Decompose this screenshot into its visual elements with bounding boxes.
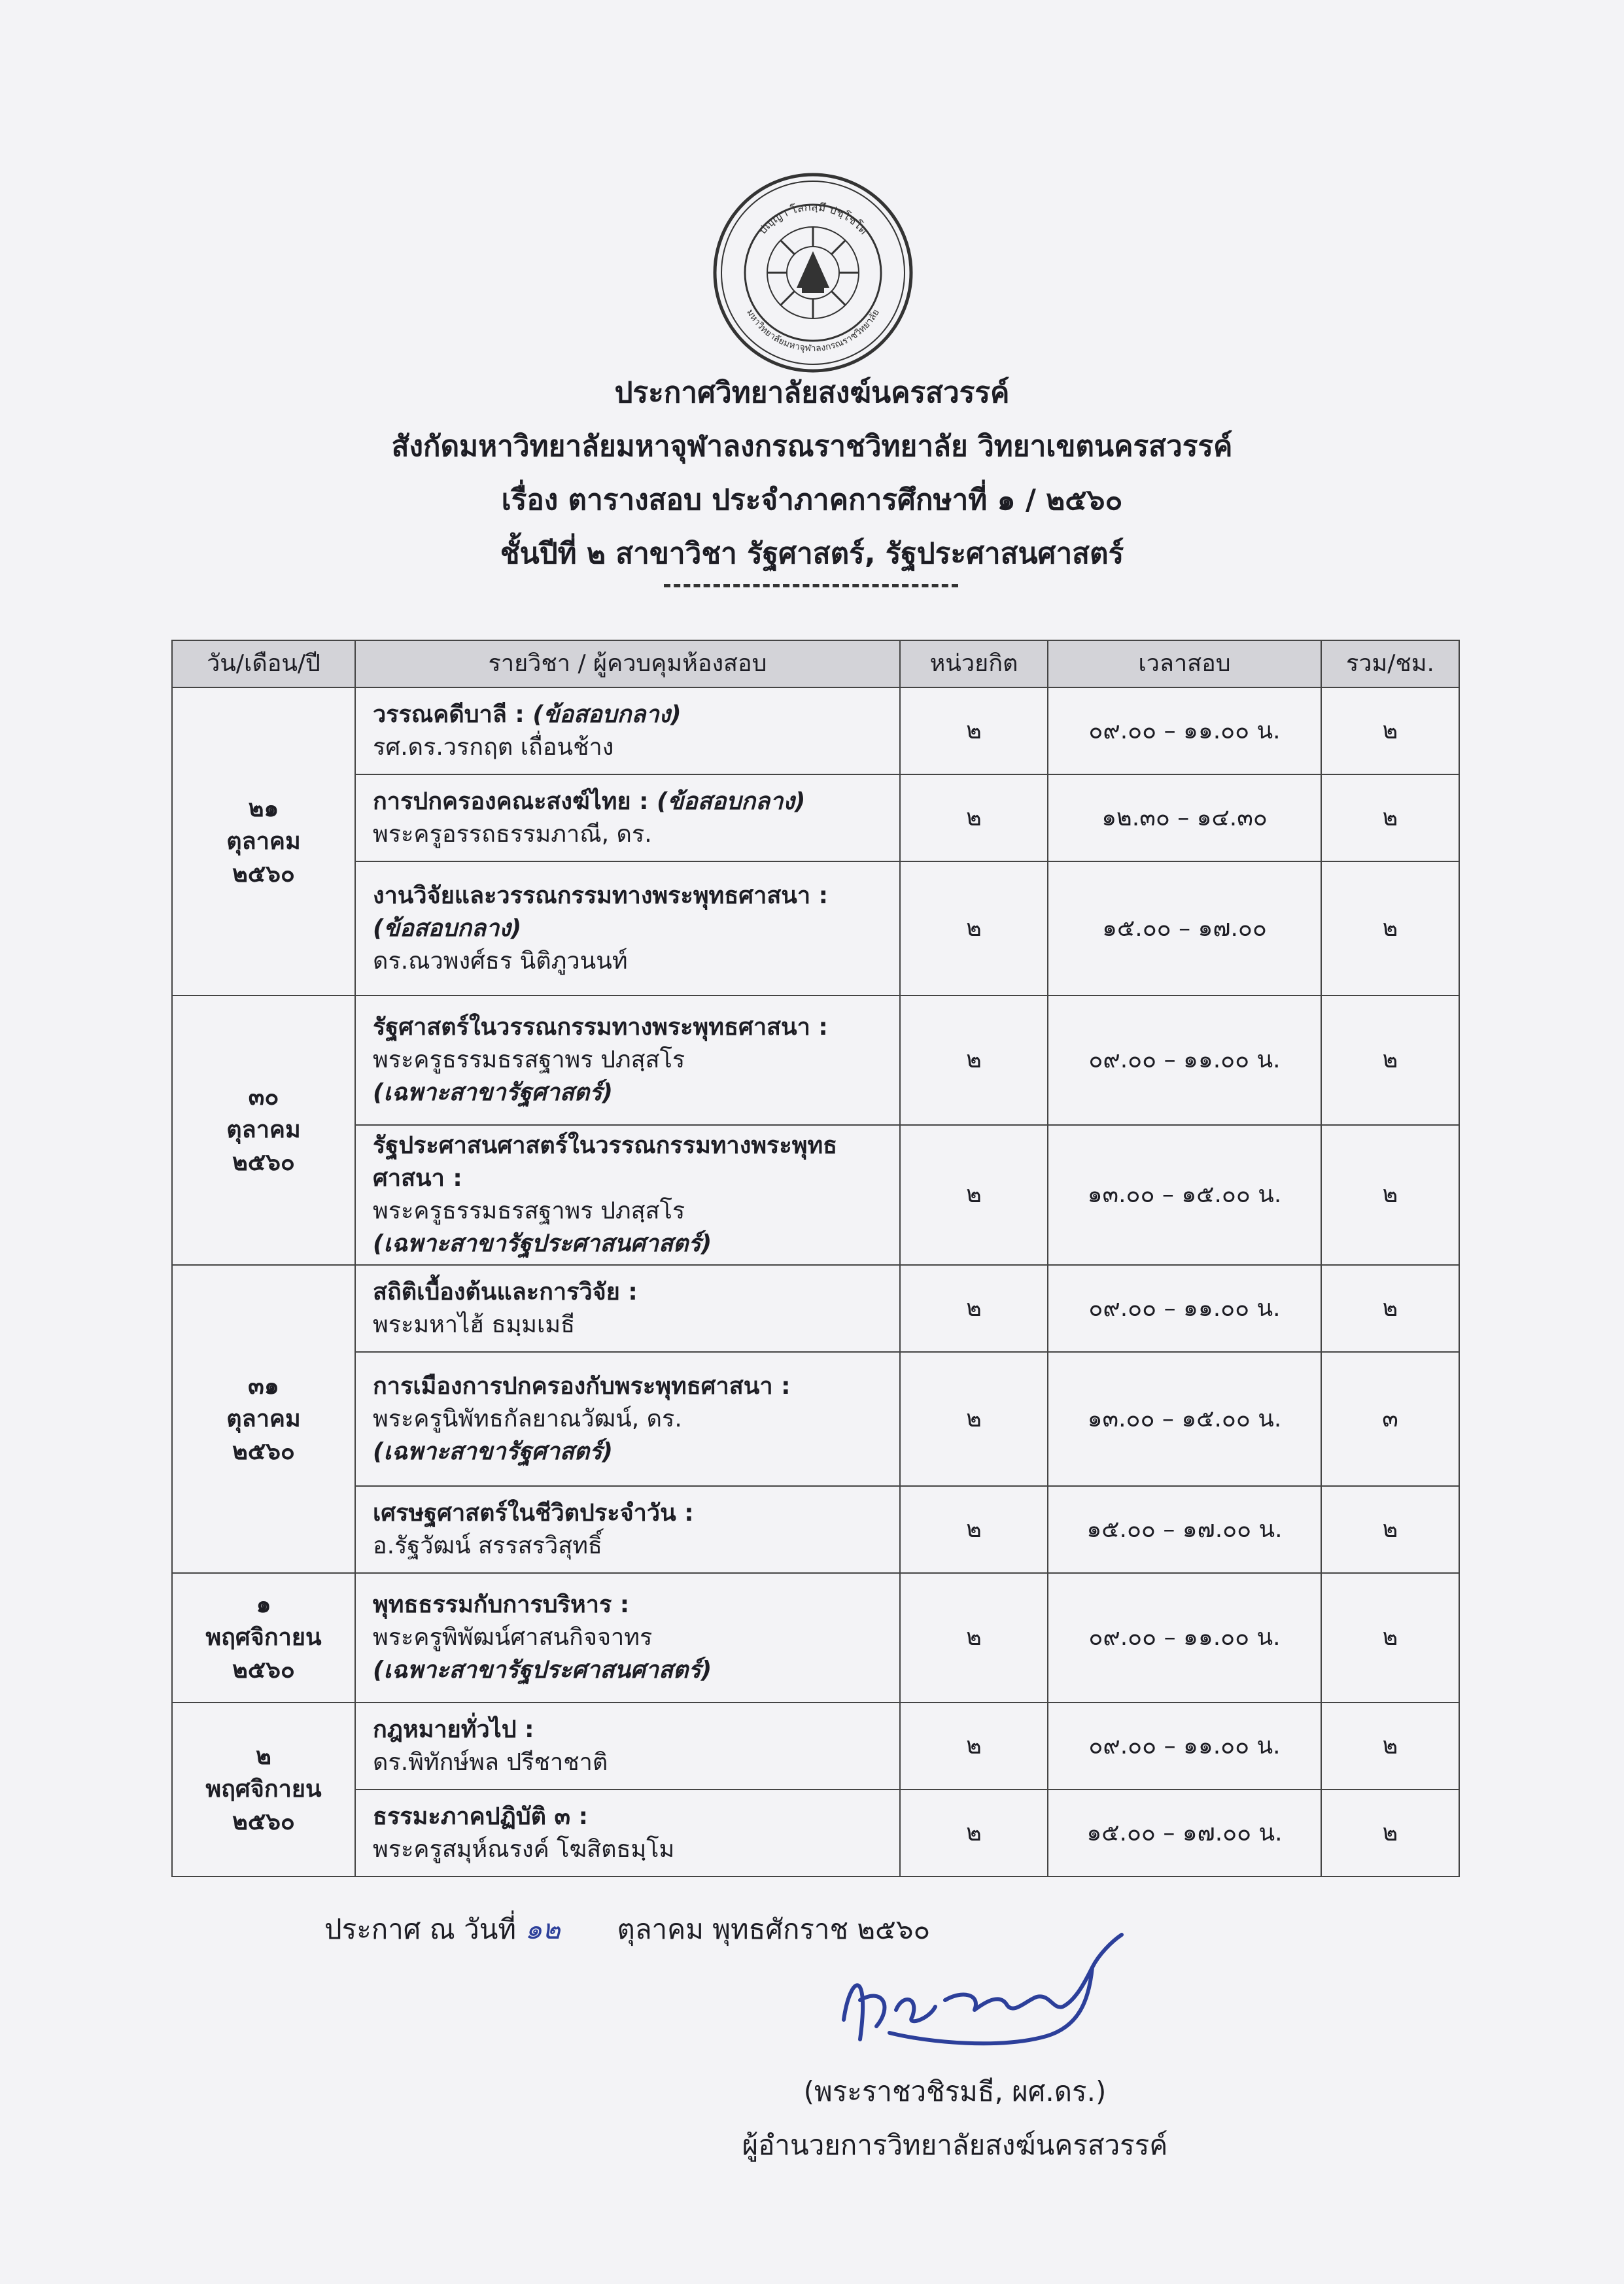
exam-time-cell: ๐๙.๐๐ – ๑๑.๐๐ น. xyxy=(1048,1703,1321,1790)
signer-title: ผู้อำนวยการวิทยาลัยสงฆ์นครสวรรค์ xyxy=(742,2129,1168,2161)
credits-cell: ๒ xyxy=(900,1573,1048,1703)
hours-cell: ๒ xyxy=(1321,1265,1459,1352)
exam-day: ๒ xyxy=(256,1743,271,1770)
announcement-header xyxy=(0,366,1624,581)
hours-cell: ๒ xyxy=(1321,687,1459,774)
hours-cell: ๒ xyxy=(1321,995,1459,1125)
exam-date-cell xyxy=(172,687,355,995)
exam-year: ๒๕๖๐ xyxy=(232,860,295,888)
proctor-name: พระครูอรรถธรรมภาณี, ดร. xyxy=(373,820,652,848)
header-exam-time: เวลาสอบ xyxy=(1048,640,1321,687)
credits-cell: ๒ xyxy=(900,1486,1048,1573)
proctor-name: พระครูสมุห์ณรงค์ โฆสิตธมฺโม xyxy=(373,1835,675,1863)
header-total-hours: รวม/ชม. xyxy=(1321,640,1459,687)
table-row xyxy=(172,1790,1459,1877)
credits-cell: ๒ xyxy=(900,861,1048,995)
subject-cell xyxy=(355,995,900,1125)
subject-cell xyxy=(355,1790,900,1877)
hours-cell: ๒ xyxy=(1321,1486,1459,1573)
table-row xyxy=(172,861,1459,995)
hours-cell: ๒ xyxy=(1321,861,1459,995)
credits-cell: ๒ xyxy=(900,995,1048,1125)
exam-day: ๓๑ xyxy=(248,1372,279,1400)
header-line-1: ประกาศวิทยาลัยสงฆ์นครสวรรค์ xyxy=(614,376,1010,409)
subject-cell xyxy=(355,774,900,861)
exam-year: ๒๕๖๐ xyxy=(232,1149,295,1176)
hours-cell: ๒ xyxy=(1321,1573,1459,1703)
subject-branch-note: (เฉพาะสาขารัฐประศาสนศาสตร์) xyxy=(373,1657,712,1684)
exam-schedule-table xyxy=(171,640,1460,1877)
credits-cell: ๒ xyxy=(900,687,1048,774)
header-line-4: ชั้นปีที่ ๒ สาขาวิชา รัฐศาสตร์, รัฐประศาสนศาสตร์ xyxy=(500,537,1124,570)
subject-cell xyxy=(355,1486,900,1573)
announce-prefix: ประกาศ ณ วันที่ xyxy=(324,1913,517,1945)
hours-cell: ๒ xyxy=(1321,774,1459,861)
proctor-name: พระครูธรรมธรสฐาพร ปภสฺสโร xyxy=(373,1198,685,1224)
announce-day: ๑๒ xyxy=(525,1913,561,1945)
table-row xyxy=(172,1486,1459,1573)
exam-month: ตุลาคม xyxy=(226,1405,301,1432)
proctor-name: พระมหาไฮ้ ธมฺมเมธี xyxy=(373,1311,576,1338)
subject-cell xyxy=(355,1265,900,1352)
subject-title: กฎหมายทั่วไป : xyxy=(373,1716,534,1743)
credits-cell: ๒ xyxy=(900,1790,1048,1877)
credits-cell: ๒ xyxy=(900,1265,1048,1352)
exam-year: ๒๕๖๐ xyxy=(232,1808,295,1835)
subject-branch-note: (เฉพาะสาขารัฐศาสตร์) xyxy=(373,1079,613,1106)
proctor-name: พระครูนิพัทธกัลยาณวัฒน์, ดร. xyxy=(373,1405,682,1432)
exam-day: ๓๐ xyxy=(248,1084,279,1111)
subject-note: (ข้อสอบกลาง) xyxy=(532,701,682,728)
subject-note: (ข้อสอบกลาง) xyxy=(657,787,806,815)
subject-title: พุทธธรรมกับการบริหาร : xyxy=(373,1591,630,1618)
exam-month: ตุลาคม xyxy=(226,827,301,855)
college-seal xyxy=(712,171,914,374)
subject-cell xyxy=(355,1352,900,1486)
subject-branch-note: (ข้อสอบกลาง) xyxy=(373,914,522,942)
exam-month: พฤศจิกายน xyxy=(205,1624,322,1651)
table-row xyxy=(172,1125,1459,1265)
exam-time-cell: ๑๓.๐๐ – ๑๕.๐๐ น. xyxy=(1048,1125,1321,1265)
proctor-name: ดร.ณวพงศ์ธร นิติภูวนนท์ xyxy=(373,947,628,975)
hours-cell: ๒ xyxy=(1321,1703,1459,1790)
table-row xyxy=(172,1352,1459,1486)
exam-month: ตุลาคม xyxy=(226,1116,301,1143)
table-row xyxy=(172,774,1459,861)
table-header-row xyxy=(172,640,1459,687)
subject-cell xyxy=(355,1703,900,1790)
exam-year: ๒๕๖๐ xyxy=(232,1438,295,1465)
proctor-name: พระครูพิพัฒน์ศาสนกิจจาทร xyxy=(373,1624,653,1651)
table-row xyxy=(172,687,1459,774)
exam-day: ๒๑ xyxy=(248,795,279,822)
subject-title: การปกครองคณะสงฆ์ไทย : xyxy=(373,787,657,815)
subject-title: งานวิจัยและวรรณกรรมทางพระพุทธศาสนา : xyxy=(373,882,829,909)
proctor-name: ดร.พิทักษ์พล ปรีชาชาติ xyxy=(373,1748,608,1776)
table-row xyxy=(172,1703,1459,1790)
credits-cell: ๒ xyxy=(900,1703,1048,1790)
subject-cell xyxy=(355,687,900,774)
header-date: วัน/เดือน/ปี xyxy=(172,640,355,687)
subject-cell xyxy=(355,1573,900,1703)
exam-day: ๑ xyxy=(256,1591,271,1618)
header-subject: รายวิชา / ผู้ควบคุมห้องสอบ xyxy=(355,640,900,687)
signature xyxy=(831,1928,1138,2066)
subject-cell xyxy=(355,1125,900,1265)
exam-date-cell xyxy=(172,995,355,1265)
header-credits: หน่วยกิต xyxy=(900,640,1048,687)
exam-time-cell: ๑๕.๐๐ – ๑๗.๐๐ น. xyxy=(1048,1486,1321,1573)
subject-title: การเมืองการปกครองกับพระพุทธศาสนา : xyxy=(373,1372,791,1400)
table-row xyxy=(172,1265,1459,1352)
subject-title: ธรรมะภาคปฏิบัติ ๓ : xyxy=(373,1803,589,1830)
signer-name: (พระราชวชิรมธี, ผศ.ดร.) xyxy=(803,2075,1107,2107)
subject-title: สถิติเบื้องต้นและการวิจัย : xyxy=(373,1278,638,1306)
subject-title: รัฐศาสตร์ในวรรณกรรมทางพระพุทธศาสนา : xyxy=(373,1014,828,1041)
exam-time-cell: ๑๕.๐๐ – ๑๗.๐๐ น. xyxy=(1048,1790,1321,1877)
exam-time-cell: ๑๒.๓๐ – ๑๔.๓๐ xyxy=(1048,774,1321,861)
exam-time-cell: ๐๙.๐๐ – ๑๑.๐๐ น. xyxy=(1048,1573,1321,1703)
seal-motto: ปญฺญา โลกสฺมึ ปชฺโชโต xyxy=(755,200,871,237)
subject-branch-note: (เฉพาะสาขารัฐศาสตร์) xyxy=(373,1438,613,1465)
credits-cell: ๒ xyxy=(900,1125,1048,1265)
header-divider xyxy=(664,584,958,587)
credits-cell: ๒ xyxy=(900,774,1048,861)
exam-time-cell: ๐๙.๐๐ – ๑๑.๐๐ น. xyxy=(1048,995,1321,1125)
exam-time-cell: ๐๙.๐๐ – ๑๑.๐๐ น. xyxy=(1048,1265,1321,1352)
announce-month-year: ตุลาคม พุทธศักราช ๒๕๖๐ xyxy=(617,1913,931,1945)
exam-time-cell: ๐๙.๐๐ – ๑๑.๐๐ น. xyxy=(1048,687,1321,774)
table-row xyxy=(172,1573,1459,1703)
hours-cell: ๓ xyxy=(1321,1352,1459,1486)
subject-branch-note: (เฉพาะสาขารัฐประศาสนศาสตร์) xyxy=(373,1230,712,1257)
exam-date-cell xyxy=(172,1703,355,1877)
exam-time-cell: ๑๓.๐๐ – ๑๕.๐๐ น. xyxy=(1048,1352,1321,1486)
subject-title: รัฐประศาสนศาสตร์ในวรรณกรรมทางพระพุทธศาสนา : xyxy=(373,1132,838,1192)
hours-cell: ๒ xyxy=(1321,1125,1459,1265)
table-row xyxy=(172,995,1459,1125)
subject-title: วรรณคดีบาลี : xyxy=(373,701,533,728)
hours-cell: ๒ xyxy=(1321,1790,1459,1877)
exam-month: พฤศจิกายน xyxy=(205,1776,322,1803)
proctor-name: พระครูธรรมธรสฐาพร ปภสฺสโร xyxy=(373,1047,685,1073)
subject-title: เศรษฐศาสตร์ในชีวิตประจำวัน : xyxy=(373,1499,694,1527)
proctor-name: อ.รัฐวัฒน์ สรรสรวิสุทธิ์ xyxy=(373,1532,602,1559)
exam-year: ๒๕๖๐ xyxy=(232,1657,295,1684)
exam-time-cell: ๑๕.๐๐ – ๑๗.๐๐ xyxy=(1048,861,1321,995)
exam-date-cell xyxy=(172,1573,355,1703)
header-line-2: สังกัดมหาวิทยาลัยมหาจุฬาลงกรณราชวิทยาลัย วิทยาเขตนครสวรรค์ xyxy=(391,430,1233,463)
header-line-3: เรื่อง ตารางสอบ ประจำภาคการศึกษาที่ ๑ / ๒๕๖๐ xyxy=(501,483,1123,517)
exam-date-cell xyxy=(172,1265,355,1573)
seal-ring-text: มหาวิทยาลัยมหาจุฬาลงกรณราชวิทยาลัย xyxy=(744,307,882,355)
subject-cell xyxy=(355,861,900,995)
proctor-name: รศ.ดร.วรกฤต เถื่อนช้าง xyxy=(373,733,614,761)
credits-cell: ๒ xyxy=(900,1352,1048,1486)
